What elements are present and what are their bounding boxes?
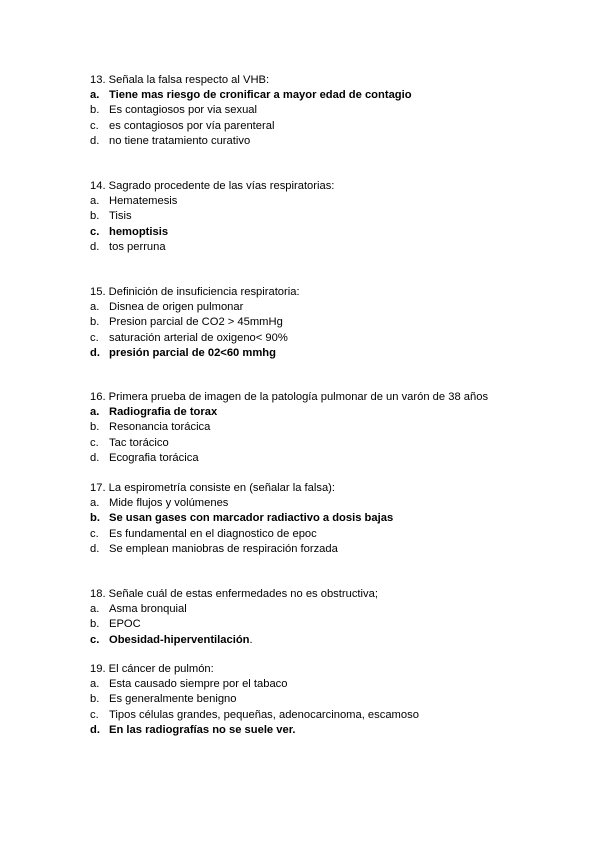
option-letter: c. [90, 436, 99, 449]
option-letter: a. [90, 89, 100, 102]
option-c [90, 436, 560, 451]
option-letter: c. [90, 708, 99, 721]
question-13 [90, 73, 560, 149]
option-letter: a. [90, 497, 100, 510]
option-letter: a. [90, 406, 100, 419]
option-text: Se emplean maniobras de respiración forzada [109, 542, 338, 555]
option-text: Asma bronquial [109, 603, 187, 616]
option-text: Presion parcial de CO2 > 45mmHg [109, 316, 283, 329]
option-letter: a. [90, 195, 100, 208]
option-text: Radiografia de torax [109, 406, 218, 419]
option-text: Es contagiosos por via sexual [109, 104, 258, 117]
option-b [90, 511, 560, 526]
option-d [90, 134, 560, 149]
option-letter: c. [90, 527, 99, 540]
option-text: Se usan gases con marcador radiactivo a dosis bajas [109, 512, 394, 525]
question-stem: 14. Sagrado procedente de las vías respiratorias: [90, 180, 335, 192]
option-letter: b. [90, 618, 100, 631]
option-letter: d. [90, 240, 100, 253]
option-letter: b. [90, 316, 100, 329]
option-c [90, 708, 560, 723]
option-c [90, 527, 560, 542]
option-b [90, 692, 560, 707]
option-letter: d. [90, 723, 100, 736]
option-b [90, 617, 560, 632]
question-stem: 17. La espirometría consiste en (señalar la falsa): [90, 482, 336, 494]
option-text: En las radiografías no se suele ver. [109, 723, 296, 736]
option-letter: d. [90, 346, 100, 359]
option-text: Tipos células grandes, pequeñas, adenocarcinoma, escamoso [109, 708, 419, 721]
option-a [90, 602, 560, 617]
option-letter: b. [90, 104, 100, 117]
option-letter: a. [90, 301, 100, 314]
option-d [90, 346, 560, 361]
option-c [90, 119, 560, 134]
option-c [90, 331, 560, 346]
option-text: EPOC [109, 618, 141, 631]
option-text: Esta causado siempre por el tabaco [109, 678, 288, 691]
option-text: Disnea de origen pulmonar [109, 301, 244, 314]
option-c [90, 633, 560, 648]
option-a [90, 496, 560, 511]
question-18 [90, 587, 560, 648]
option-c [90, 225, 560, 240]
option-d [90, 723, 560, 738]
question-stem: 16. Primera prueba de imagen de la patología pulmonar de un varón de 38 años [90, 391, 489, 403]
option-text: Es fundamental en el diagnostico de epoc [109, 527, 317, 540]
question-stem: 19. El cáncer de pulmón: [90, 663, 214, 675]
question-16 [90, 390, 560, 466]
option-a [90, 194, 560, 209]
option-letter: c. [90, 225, 100, 238]
option-text: tos perruna [109, 240, 166, 253]
option-d [90, 542, 560, 557]
question-15 [90, 285, 560, 361]
question-stem: 18. Señale cuál de estas enfermedades no es obstructiva; [90, 588, 378, 600]
option-text: no tiene tratamiento curativo [109, 134, 251, 147]
option-d [90, 451, 560, 466]
question-14 [90, 179, 560, 255]
option-text: Mide flujos y volúmenes [109, 497, 229, 510]
question-stem: 15. Definición de insuficiencia respiratoria: [90, 286, 300, 298]
option-letter: b. [90, 512, 100, 525]
option-text: Tisis [109, 210, 132, 223]
option-text: Ecografia torácica [109, 451, 199, 464]
option-b [90, 103, 560, 118]
option-text: Tiene mas riesgo de cronificar a mayor edad de contagio [109, 89, 412, 102]
option-letter: c. [90, 633, 100, 646]
question-19 [90, 662, 560, 738]
option-b [90, 420, 560, 435]
question-stem: 13. Señala la falsa respecto al VHB: [90, 74, 270, 86]
option-text: saturación arterial de oxigeno< 90% [109, 331, 288, 344]
option-b [90, 315, 560, 330]
option-letter: c. [90, 331, 99, 344]
option-letter: d. [90, 451, 100, 464]
option-a [90, 677, 560, 692]
option-text: Tac torácico [109, 436, 169, 449]
option-letter: a. [90, 603, 100, 616]
option-text: es contagiosos por vía parenteral [109, 119, 275, 132]
option-a [90, 88, 560, 103]
option-b [90, 209, 560, 224]
option-suffix: . [249, 633, 253, 646]
option-letter: d. [90, 134, 100, 147]
option-text: presión parcial de 02<60 mmhg [109, 346, 276, 359]
option-letter: b. [90, 210, 100, 223]
option-text: Resonancia torácica [109, 421, 211, 434]
option-letter: b. [90, 421, 100, 434]
option-text: Hematemesis [109, 195, 178, 208]
question-17 [90, 481, 560, 557]
option-letter: c. [90, 119, 99, 132]
option-text: hemoptisis [109, 225, 169, 238]
option-letter: b. [90, 693, 100, 706]
option-text: Es generalmente benigno [109, 693, 237, 706]
option-a [90, 405, 560, 420]
option-a [90, 300, 560, 315]
option-letter: d. [90, 542, 100, 555]
option-d [90, 240, 560, 255]
option-letter: a. [90, 678, 100, 691]
option-text: Obesidad-hiperventilación [109, 633, 250, 646]
